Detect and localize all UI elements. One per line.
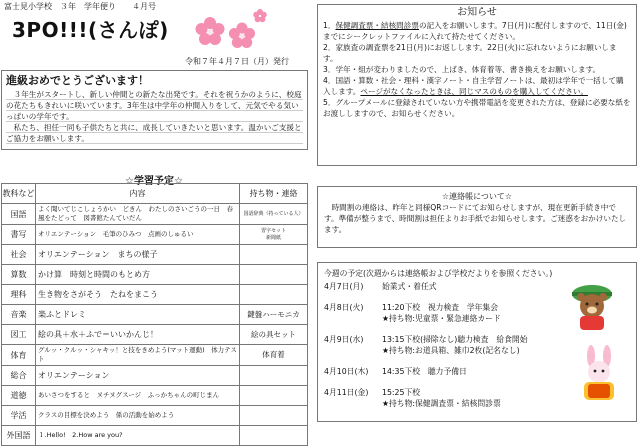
greeting-box xyxy=(1,70,308,150)
schedule-row xyxy=(2,325,308,345)
schedule-content: 絵の具＋水＋ふで＝いいかんじ！ xyxy=(36,325,240,345)
notice-number: 1． xyxy=(323,21,336,30)
schedule-items xyxy=(240,366,308,386)
week-event: 14:35下校 聴力予備日 xyxy=(382,367,467,376)
schedule-subject: 国語 xyxy=(2,204,36,225)
schedule-items: 鍵盤ハーモニカ xyxy=(240,305,308,325)
week-date: 4月9日(水) xyxy=(324,335,364,344)
notice-text: グループメールに登録されていない方や携帯電話を変更された方は、登録に必要な紙をお渡ししますので、お知らせください。 xyxy=(323,98,631,118)
schedule-items: 体育着 xyxy=(240,345,308,366)
schedule-content: グルッ・クルッ・シャキッ！と技をきめよう(マット運動) 体力テスト xyxy=(36,345,240,366)
notice-highlight: ページがなくなったときは、同じマスのものを購入してください。 xyxy=(360,87,589,96)
week-date: 4月7日(月) xyxy=(324,282,364,291)
schedule-content: オリエンテーション xyxy=(36,366,240,386)
week-event: 15:25下校 xyxy=(382,388,421,397)
contact-body: 時間割の連絡は、昨年と同様QRコードにてお知らせしますが、現在更新手続き中です。準備が整うまで、時間割は担任よりお手紙でお知らせします。ご迷惑をおかけいたします。 xyxy=(324,203,627,234)
schedule-subject: 算数 xyxy=(2,265,36,285)
issue-date: 令和７年４月７日（月）発行 xyxy=(185,57,289,66)
notice-text: 家族査の調査票を21日(月)にお返しします。22日(火)に忘れないようにお願いします。 xyxy=(323,43,617,63)
notice-item xyxy=(323,75,631,97)
schedule-row xyxy=(2,245,308,265)
schedule-subject: 外国語 xyxy=(2,426,36,446)
schedule-row xyxy=(2,406,308,426)
week-event: 始業式・着任式 xyxy=(382,282,437,291)
schedule-header-items: 持ち物・連絡 xyxy=(240,184,308,204)
newsletter-title: 3PO!!!(さんぽ) xyxy=(12,18,169,42)
schedule-content: １.Hello! 2.How are you? xyxy=(36,426,240,446)
schedule-subject: 書写 xyxy=(2,225,36,245)
schedule-table xyxy=(1,183,308,446)
notice-text: の記入をお願いします。7日(月)に配付しますので、11日(金)までにシークレットファイルに入れて持たせてください。 xyxy=(323,21,627,41)
notice-item xyxy=(323,20,631,42)
notice-text: 国語・算数・社会・理科・漢字ノート・自主学習ノートは、最初は学年で一括して購入します。 xyxy=(323,76,624,96)
schedule-row xyxy=(2,345,308,366)
schedule-row xyxy=(2,366,308,386)
notice-item xyxy=(323,97,631,119)
schedule-items xyxy=(240,386,308,406)
week-intro: 今週の予定(次週からは連絡帳および学校だよりを参照ください。) xyxy=(324,269,553,278)
schedule-content: オリエンテーション 毛筆のひみつ 点画のしゅるい xyxy=(36,225,240,245)
schedule-items xyxy=(240,245,308,265)
sakura-flowers-icon xyxy=(190,6,270,52)
notice-number: 3． xyxy=(323,65,336,74)
schedule-subject: 学活 xyxy=(2,406,36,426)
contact-box xyxy=(317,186,637,248)
schedule-subject: 道徳 xyxy=(2,386,36,406)
schedule-subject: 体育 xyxy=(2,345,36,366)
notice-text: 学年・組が変わりましたので、上ばき、体育着等、書き換えをお願いします。 xyxy=(335,65,601,74)
schedule-header-content: 内容 xyxy=(36,184,240,204)
week-note: ★持ち物:お道具箱、雑巾2枚(記名なし) xyxy=(382,346,520,355)
notice-number: 5． xyxy=(323,98,336,107)
schedule-subject: 音楽 xyxy=(2,305,36,325)
schedule-items: 習字セット 新聞紙 xyxy=(240,225,308,245)
schedule-row xyxy=(2,225,308,245)
schedule-subject: 図工 xyxy=(2,325,36,345)
notice-list xyxy=(323,20,631,119)
schedule-content: オリエンテーション まちの様子 xyxy=(36,245,240,265)
schedule-items xyxy=(240,285,308,305)
rabbit-mascot-icon xyxy=(574,344,624,404)
schedule-content: よく聞いてじこしょうかい どきん わたしのさいごうの一日 春風をたどって 図書館たんていだん xyxy=(36,204,240,225)
notice-number: 2． xyxy=(323,43,336,52)
schedule-content: クラスの目標を決めよう 係の活動を始めよう xyxy=(36,406,240,426)
schedule-items: 絵の具セット xyxy=(240,325,308,345)
notice-highlight: 保健調査票・結核問診票 xyxy=(335,21,419,30)
week-note: ★持ち物:児童票・緊急連絡カード xyxy=(382,314,501,323)
week-note: ★持ち物:保健調査票・結核問診票 xyxy=(382,399,501,408)
schedule-items xyxy=(240,406,308,426)
schedule-content: かけ算 時刻と時間のもとめ方 xyxy=(36,265,240,285)
school-line: 富士見小学校 ３年 学年便り ４月号 xyxy=(4,2,156,11)
schedule-row xyxy=(2,204,308,225)
week-date: 4月11日(金) xyxy=(324,388,369,397)
schedule-subject: 理科 xyxy=(2,285,36,305)
schedule-items xyxy=(240,426,308,446)
schedule-items: 国語辞典（持っている人） xyxy=(240,204,308,225)
contact-title: ☆連絡帳について☆ xyxy=(441,192,513,201)
week-event: 13:15下校(掃除なし)聴力検査 給食開始 xyxy=(382,335,528,344)
notice-title: お知らせ xyxy=(457,7,497,18)
notice-number: 4． xyxy=(323,76,336,85)
schedule-items xyxy=(240,265,308,285)
greeting-body: ３年生がスタートし、新しい仲間との新たな出発です。それを祝うかのように、校庭の花たちもきれいに咲いています。3年生は中学年の仲間入りをして、元気でやる気いっぱいの学年です。 私たち、担任一同も子供たちと共に、成長していきたいと思います。温かいご支援とご協力をお願いします。 xyxy=(6,90,302,143)
week-date: 4月10日(木) xyxy=(324,367,369,376)
schedule-subject: 総合 xyxy=(2,366,36,386)
schedule-header-subject: 教科など xyxy=(2,184,36,204)
notice-item xyxy=(323,42,631,64)
schedule-row xyxy=(2,265,308,285)
schedule-content: 生き物をさがそう たねをまこう xyxy=(36,285,240,305)
schedule-row xyxy=(2,285,308,305)
schedule-row xyxy=(2,305,308,325)
week-date: 4月8日(火) xyxy=(324,303,364,312)
schedule-subject: 社会 xyxy=(2,245,36,265)
schedule-content: 楽ふとドレミ xyxy=(36,305,240,325)
schedule-title: ☆学習予定☆ xyxy=(125,176,183,187)
greeting-heading: 進級おめでとうございます！ xyxy=(6,74,149,87)
schedule-content: あいさつをすると ヌチヌグスージ ふっかちゃんの町じまん xyxy=(36,386,240,406)
week-event: 11:20下校 視力検査 学年集会 xyxy=(382,303,499,312)
notice-item xyxy=(323,64,631,75)
schedule-row xyxy=(2,386,308,406)
schedule-row xyxy=(2,426,308,446)
notice-box xyxy=(317,4,637,166)
bear-mascot-icon xyxy=(566,282,618,332)
